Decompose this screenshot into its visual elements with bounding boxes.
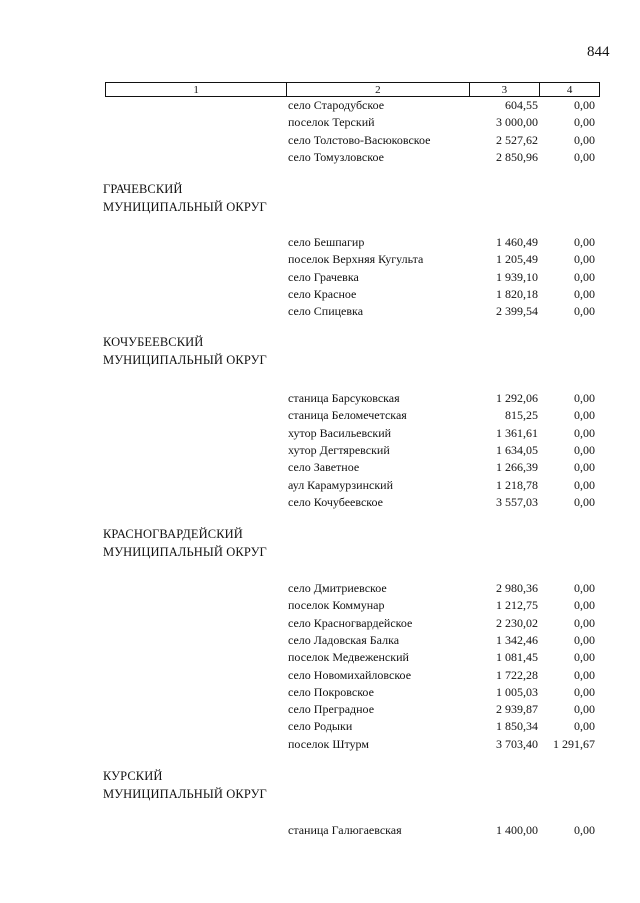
value-col4: 0,00 — [574, 442, 595, 457]
column-header-2: 2 — [287, 83, 469, 96]
table-row — [0, 442, 640, 458]
district-name: КУРСКИЙ — [103, 769, 163, 783]
value-col4: 0,00 — [574, 286, 595, 301]
table-row — [0, 477, 640, 493]
settlement-name: село Покровское — [288, 684, 374, 699]
district-name: КРАСНОГВАРДЕЙСКИЙ — [103, 527, 243, 541]
value-col3: 1 939,10 — [496, 269, 538, 284]
table-row — [0, 597, 640, 613]
district-type: МУНИЦИПАЛЬНЫЙ ОКРУГ — [103, 787, 267, 801]
value-col3: 1 205,49 — [496, 252, 538, 267]
value-col3: 1 460,49 — [496, 235, 538, 249]
table-row — [0, 132, 640, 148]
value-col3: 3 557,03 — [496, 494, 538, 509]
table-row — [0, 822, 640, 838]
value-col3: 3 000,00 — [496, 115, 538, 130]
value-col4: 0,00 — [574, 477, 595, 492]
settlement-name: поселок Коммунар — [288, 598, 385, 613]
value-col4: 0,00 — [574, 650, 595, 665]
settlement-name: село Преградное — [288, 702, 375, 717]
district-type: МУНИЦИПАЛЬНЫЙ ОКРУГ — [103, 545, 267, 559]
settlement-name: село Стародубское — [288, 98, 385, 112]
value-col3: 2 527,62 — [496, 132, 538, 147]
table-row — [0, 114, 640, 130]
table-row — [0, 390, 640, 406]
table-row — [0, 407, 640, 423]
settlement-name: станица Галюгаевская — [288, 823, 402, 837]
settlement-name: село Родыки — [288, 719, 353, 734]
table-row — [0, 97, 640, 113]
value-col3: 1 266,39 — [496, 460, 538, 475]
district-type: МУНИЦИПАЛЬНЫЙ ОКРУГ — [103, 200, 267, 214]
district-name: ГРАЧЕВСКИЙ — [103, 182, 183, 196]
table-row — [0, 269, 640, 285]
value-col4: 0,00 — [574, 269, 595, 284]
value-col3: 1 361,61 — [496, 425, 538, 440]
value-col4: 0,00 — [574, 132, 595, 147]
table-row — [0, 494, 640, 510]
table-row — [0, 736, 640, 752]
value-col4: 0,00 — [574, 494, 595, 509]
settlement-name: село Толстово-Васюковское — [288, 132, 431, 147]
table-row — [0, 684, 640, 700]
value-col3: 604,55 — [505, 98, 538, 112]
value-col4: 0,00 — [574, 719, 595, 734]
settlement-name: хутор Васильевский — [288, 425, 392, 440]
table-row — [0, 286, 640, 302]
settlement-name: село Красногвардейское — [288, 615, 413, 630]
value-col4: 0,00 — [574, 684, 595, 699]
settlement-name: хутор Дегтяревский — [288, 442, 390, 457]
settlement-name: аул Карамурзинский — [288, 477, 393, 492]
settlement-name: село Томузловское — [288, 149, 384, 164]
value-col4: 0,00 — [574, 702, 595, 717]
value-col4: 0,00 — [574, 235, 595, 249]
settlement-name: поселок Штурм — [288, 736, 369, 751]
settlement-name: станица Барсуковская — [288, 391, 400, 405]
settlement-name: станица Беломечетская — [288, 408, 407, 423]
value-col3: 1 218,78 — [496, 477, 538, 492]
value-col3: 1 722,28 — [496, 667, 538, 682]
value-col3: 1 081,45 — [496, 650, 538, 665]
settlement-name: поселок Терский — [288, 115, 375, 130]
settlement-name: село Спицевка — [288, 304, 364, 319]
value-col3: 1 212,75 — [496, 598, 538, 613]
value-col4: 0,00 — [574, 632, 595, 647]
value-col4: 1 291,67 — [553, 736, 595, 751]
value-col3: 815,25 — [505, 408, 538, 423]
value-col3: 2 850,96 — [496, 149, 538, 164]
table-row — [0, 251, 640, 267]
table-row — [0, 234, 640, 250]
column-header-4: 4 — [566, 83, 573, 96]
value-col3: 1 634,05 — [496, 442, 538, 457]
table-row — [0, 615, 640, 631]
settlement-name: село Грачевка — [288, 269, 359, 284]
value-col4: 0,00 — [574, 581, 595, 595]
table-row — [0, 580, 640, 596]
table-row — [0, 149, 640, 165]
value-col4: 0,00 — [574, 252, 595, 267]
table-row — [0, 718, 640, 734]
settlement-name: поселок Медвеженский — [288, 650, 409, 665]
value-col4: 0,00 — [574, 823, 595, 837]
value-col3: 2 980,36 — [496, 581, 538, 595]
district-name: КОЧУБЕЕВСКИЙ — [103, 335, 204, 349]
value-col4: 0,00 — [574, 425, 595, 440]
value-col3: 2 939,87 — [496, 702, 538, 717]
value-col4: 0,00 — [574, 667, 595, 682]
settlement-name: село Ладовская Балка — [288, 632, 400, 647]
table-row — [0, 701, 640, 717]
value-col4: 0,00 — [574, 304, 595, 319]
settlement-name: поселок Верхняя Кугульта — [288, 252, 424, 267]
value-col4: 0,00 — [574, 115, 595, 130]
value-col3: 1 005,03 — [496, 684, 538, 699]
settlement-name: село Заветное — [288, 460, 360, 475]
table-row — [0, 459, 640, 475]
value-col3: 2 399,54 — [496, 304, 538, 319]
value-col4: 0,00 — [574, 460, 595, 475]
settlement-name: село Бешпагир — [288, 235, 365, 249]
settlement-name: село Кочубеевское — [288, 494, 383, 509]
value-col4: 0,00 — [574, 391, 595, 405]
table-row — [0, 667, 640, 683]
value-col3: 1 400,00 — [496, 823, 538, 837]
value-col3: 1 342,46 — [496, 632, 538, 647]
settlement-name: село Красное — [288, 286, 357, 301]
value-col3: 1 850,34 — [496, 719, 538, 734]
value-col3: 1 292,06 — [496, 391, 538, 405]
table-row — [0, 632, 640, 648]
column-header-1: 1 — [106, 83, 287, 96]
settlement-name: село Дмитриевское — [288, 581, 387, 595]
column-header-3: 3 — [470, 83, 541, 96]
value-col4: 0,00 — [574, 598, 595, 613]
table-row — [0, 303, 640, 319]
value-col4: 0,00 — [574, 149, 595, 164]
value-col3: 1 820,18 — [496, 286, 538, 301]
page-number: 844 — [587, 44, 610, 60]
value-col3: 2 230,02 — [496, 615, 538, 630]
value-col3: 3 703,40 — [496, 736, 538, 751]
table-row — [0, 425, 640, 441]
value-col4: 0,00 — [574, 615, 595, 630]
value-col4: 0,00 — [574, 408, 595, 423]
district-type: МУНИЦИПАЛЬНЫЙ ОКРУГ — [103, 353, 267, 367]
table-row — [0, 649, 640, 665]
settlement-name: село Новомихайловское — [288, 667, 412, 682]
value-col4: 0,00 — [574, 98, 595, 112]
